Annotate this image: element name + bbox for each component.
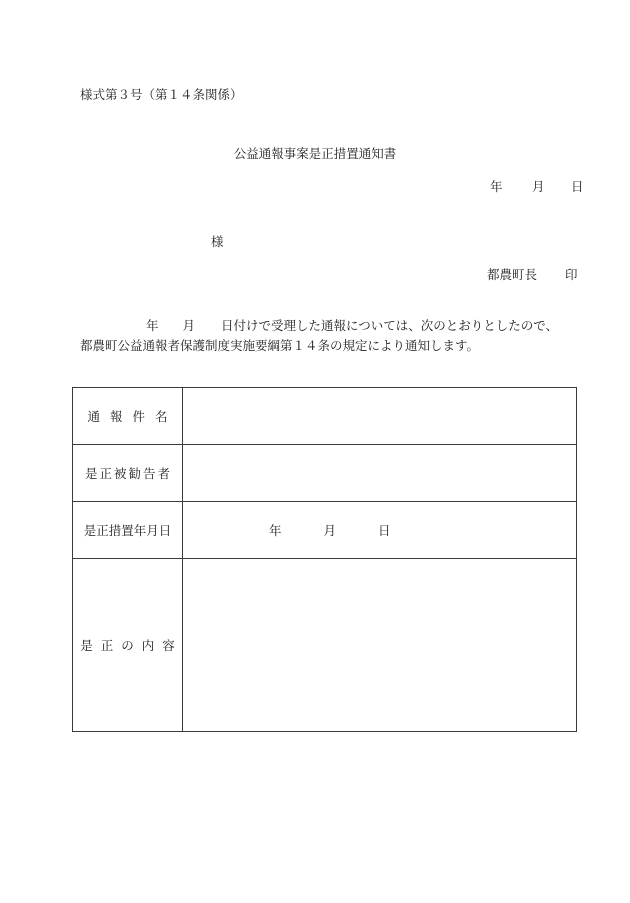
body-line-1-text: 日付けで受理した通報については、次のとおりとしたので、 [221,318,559,333]
report-table [72,387,577,732]
value-report-name[interactable] [183,388,577,445]
seal-mark: 印 [565,267,578,282]
correction-year: 年 [269,523,282,538]
body-line-2: 都農町公益通報者保護制度実施要綱第１４条の規定により通知します。 [80,338,480,353]
body-month: 月 [182,318,196,333]
correction-month: 月 [323,523,337,538]
label-correction-date: 是正措置年月日 [73,502,183,559]
table-row-recommended-party [73,445,577,502]
value-correction-date[interactable] [183,502,577,559]
body-line-1 [146,320,558,333]
issue-date-year: 年 [490,179,503,194]
table-row-correction-content [73,559,577,732]
issuer-block [487,269,578,282]
issuer-name: 都農町長 [487,267,538,282]
document-title: 公益通報事案是正措置通知書 [233,146,397,161]
value-correction-content[interactable] [183,559,577,732]
issue-date-month: 月 [532,179,545,194]
label-report-name: 通報件名 [73,388,183,445]
table-row-report-name [73,388,577,445]
table-row-correction-date [73,502,577,559]
addressee-honorific: 様 [211,234,224,249]
label-recommended-party: 是正被勧告者 [73,445,183,502]
label-correction-content: 是正の内容 [73,559,183,732]
issue-date-day: 日 [571,179,584,194]
body-year: 年 [146,318,159,333]
correction-day: 日 [378,523,391,538]
value-recommended-party[interactable] [183,445,577,502]
form-number: 様式第３号（第１４条関係） [80,87,243,102]
